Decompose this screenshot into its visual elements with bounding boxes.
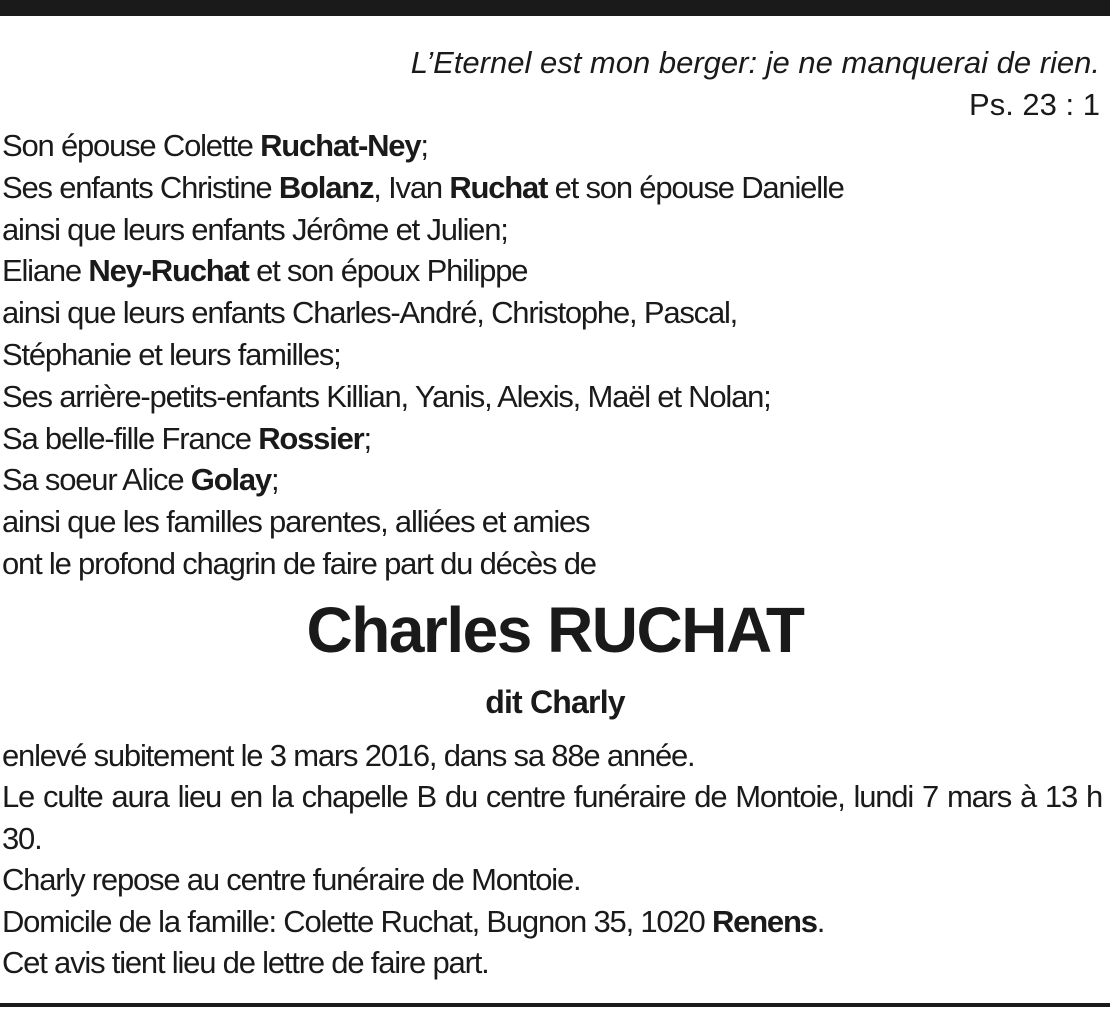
family-town: Renens [711, 903, 817, 939]
top-rule [0, 0, 1110, 16]
family-line: ainsi que leurs enfants Charles-André, Christophe, Pascal, [2, 295, 738, 331]
bottom-rule [0, 1003, 1110, 1007]
family-line: Stéphanie et leurs familles; [2, 336, 341, 372]
deceased-nickname: dit Charly [485, 684, 625, 720]
family-name: Ruchat [449, 169, 548, 205]
family-name: Bolanz [278, 169, 374, 205]
psalm-quote: L’Eternel est mon berger: je ne manquerai de rien. [410, 45, 1100, 80]
family-name: Rossier [258, 420, 364, 456]
family-name: Ruchat-Ney [260, 128, 421, 163]
family-line-children: Ses enfants Christine Bolanz, Ivan Ruchat et son épouse Danielle [2, 169, 844, 205]
details-line-service: Le culte aura lieu en la chapelle B du centre funéraire de Montoie, lundi 7 mars à 13 h 30. [2, 779, 1102, 856]
family-line: ainsi que leurs enfants Jérôme et Julien; [2, 211, 508, 247]
family-name: Golay [190, 462, 271, 498]
family-line-daughter-in-law: Sa belle-fille France Rossier; [2, 420, 371, 456]
details-line-rest: Charly repose au centre funéraire de Montoie. [2, 862, 581, 898]
psalm-reference: Ps. 23 : 1 [969, 87, 1100, 122]
family-line-announcement: ont le profond chagrin de faire part du décès de [2, 545, 596, 581]
details-line-address: Domicile de la famille: Colette Ruchat, Bugnon 35, 1020 Renens. [2, 903, 825, 939]
family-line-great-grandchildren: Ses arrière-petits-enfants Killian, Yanis, Alexis, Maël et Nolan; [2, 378, 771, 414]
family-line: Eliane Ney-Ruchat et son époux Philippe [2, 253, 528, 289]
family-line-spouse: Son épouse Colette Ruchat-Ney; [2, 128, 428, 163]
funeral-details [2, 735, 1102, 983]
family-line: ainsi que les familles parentes, alliées et amies [2, 504, 590, 540]
deceased-name: Charles RUCHAT [306, 594, 804, 666]
family-name: Ney-Ruchat [88, 253, 249, 289]
family-line-sister: Sa soeur Alice Golay; [2, 462, 279, 498]
details-line-notice: Cet avis tient lieu de lettre de faire part. [2, 945, 489, 981]
family-announcement [2, 125, 1102, 585]
details-line-date: enlevé subitement le 3 mars 2016, dans sa 88e année. [2, 738, 695, 773]
